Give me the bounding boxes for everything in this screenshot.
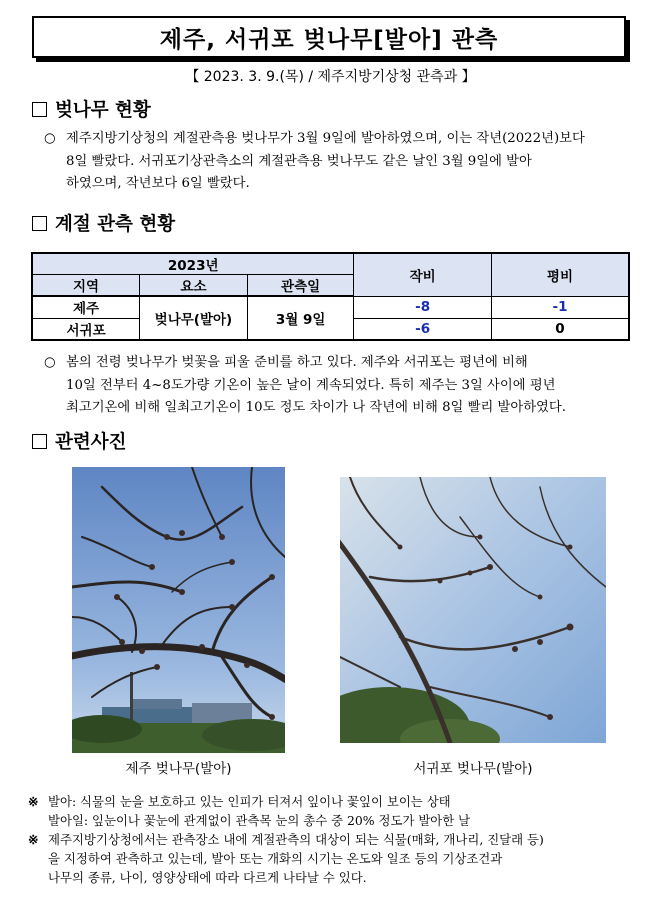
section-heading-photos: [32, 428, 126, 454]
paragraph-line: 하였으며, 작년보다 6일 빨랐다.: [66, 176, 250, 191]
page-title: 제주, 서귀포 벚나무[발아] 관측: [32, 16, 626, 58]
table-header-region: 지역: [32, 275, 140, 297]
table-cell-region: 서귀포: [32, 318, 140, 340]
section-heading-text: 관련사진: [55, 432, 127, 453]
footnote-line: 을 지정하여 관측하고 있는데, 발아 또는 개화의 시기는 온도와 일조 등의 기상조건과: [48, 851, 503, 866]
photo-jeju-svg: [72, 467, 285, 753]
cherry-status-paragraph: [44, 128, 634, 196]
observation-table: [31, 252, 630, 341]
photo-jeju-caption: 제주 벚나무(발아): [125, 761, 232, 777]
checkbox-square-icon: [32, 216, 47, 231]
footnote-item: [28, 830, 638, 849]
table-header-year: 2023년: [32, 253, 354, 275]
checkbox-square-icon: [32, 434, 47, 449]
table-header-diff-last: 작비: [354, 253, 492, 296]
bullet-circle: ○: [44, 355, 56, 370]
photo-jeju-cherry-buds: [72, 467, 285, 753]
section-heading-cherry-status: [32, 96, 151, 122]
section-heading-text: 계절 관측 현황: [55, 214, 176, 235]
footnote-item: [28, 792, 638, 811]
footnote-line: 발아일: 잎눈이나 꽃눈에 관계없이 관측목 눈의 총수 중 20% 정도가 발아한 날: [48, 813, 471, 828]
footnotes: [28, 792, 638, 887]
footnote-line: 나무의 종류, 나이, 영양상태에 따라 다르게 나타날 수 있다.: [48, 870, 367, 885]
table-header-diff-normal: 평비: [491, 253, 629, 296]
checkbox-square-icon: [32, 102, 47, 117]
photo-seogwipo-cherry-buds: [340, 477, 606, 743]
bullet-circle: ○: [44, 131, 56, 146]
section-heading-text: 벚나무 현황: [55, 100, 151, 121]
paragraph-line: 10일 전부터 4~8도가량 기온이 높은 날이 계속되었다. 특히 제주는 3일 사이에 평년: [66, 377, 556, 393]
table-header-element: 요소: [140, 275, 248, 297]
footnote-line: 발아: 식물의 눈을 보호하고 있는 인피가 터져서 잎이나 꽃잎이 보이는 상태: [48, 794, 451, 809]
photo-seogwipo-caption: 서귀포 벚나무(발아): [413, 761, 533, 777]
seasonal-obs-paragraph: [44, 352, 634, 420]
reference-mark-icon: ※: [28, 832, 39, 847]
table-cell-region: 제주: [32, 296, 140, 318]
paragraph-line: 봄의 전령 벚나무가 벚꽃을 피울 준비를 하고 있다. 제주와 서귀포는 평년에 비해: [66, 355, 528, 370]
paragraph-line: 최고기온에 비해 일최고기온이 10도 정도 차이가 나 작년에 비해 8일 빨리 발아하였다.: [66, 400, 566, 415]
reference-mark-icon: ※: [28, 794, 39, 809]
table-cell-diff-normal: 0: [491, 318, 629, 340]
photo-seogwipo-svg: [340, 477, 606, 743]
paragraph-line: 제주지방기상청의 계절관측용 벚나무가 3월 9일에 발아하였으며, 이는 작년(2022년)보다: [66, 131, 585, 146]
table-cell-diff-normal: -1: [491, 296, 629, 318]
table-cell-diff-last: -6: [354, 318, 492, 340]
paragraph-line: 8일 빨랐다. 서귀포기상관측소의 계절관측용 벚나무도 같은 날인 3월 9일에 발아: [66, 153, 532, 169]
page-subtitle: 【 2023. 3. 9.(목) / 제주지방기상청 관측과 】: [185, 69, 476, 85]
table-cell-diff-last: -8: [354, 296, 492, 318]
table-cell-date: 3월 9일: [247, 296, 354, 340]
table-cell-element: 벚나무(발아): [140, 296, 248, 340]
table-header-date: 관측일: [247, 275, 354, 297]
section-heading-seasonal-obs: [32, 210, 175, 236]
footnote-line: 제주지방기상청에서는 관측장소 내에 계절관측의 대상이 되는 식물(매화, 개나리, 진달래 등): [48, 832, 544, 847]
